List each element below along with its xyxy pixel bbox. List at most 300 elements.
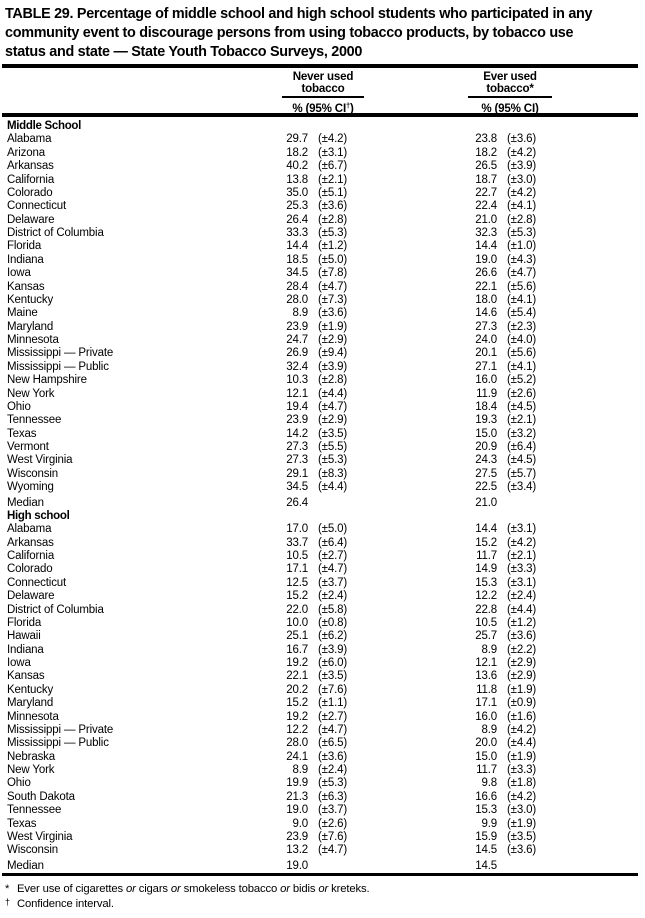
state-name: Kentucky — [7, 293, 54, 306]
state-name: Delaware — [7, 590, 55, 603]
ever-used-ci: (±3.1) — [507, 576, 537, 589]
never-used-ci: (±4.4) — [318, 387, 348, 400]
never-used-ci: (±0.8) — [318, 616, 348, 629]
ever-used-ci: (±4.2) — [507, 723, 537, 736]
column-header-ever-used — [430, 71, 590, 115]
never-used-ci: (±3.7) — [318, 804, 348, 817]
state-name: California — [7, 550, 55, 562]
never-used-pct: 34.5 — [286, 481, 308, 494]
never-used-pct: 12.5 — [286, 576, 308, 589]
ever-used-line2: tobacco* — [486, 82, 534, 95]
table-row — [0, 791, 638, 804]
never-used-pct: 12.1 — [286, 387, 308, 400]
table-row — [0, 281, 638, 294]
never-used-ci: (±6.7) — [318, 160, 348, 173]
never-used-ci: (±3.7) — [318, 576, 348, 589]
never-used-pct: 33.3 — [286, 227, 308, 239]
ever-used-ci — [497, 860, 638, 873]
never-used-pct: 26.4 — [286, 496, 308, 509]
ever-used-ci: (±6.4) — [507, 441, 537, 453]
table-row — [0, 428, 638, 441]
never-used-ci: (±2.4) — [318, 764, 348, 776]
state-name: West Virginia — [7, 454, 73, 467]
ever-used-ci: (±3.3) — [507, 764, 537, 776]
never-used-ci: (±2.8) — [318, 374, 348, 387]
never-used-ci: (±4.7) — [318, 723, 348, 736]
ever-used-pct: 17.1 — [475, 697, 497, 710]
ever-used-pct: 22.1 — [475, 280, 497, 293]
ever-used-subheader — [430, 100, 590, 115]
table-row — [0, 227, 638, 240]
footnote-marker: * — [5, 883, 10, 895]
never-used-ci: (±4.7) — [318, 400, 348, 413]
ever-used-pct: 13.6 — [475, 670, 497, 683]
ever-used-ci: (±3.0) — [507, 173, 537, 186]
ever-used-ci: (±4.5) — [507, 400, 537, 413]
never-used-ci: (±1.2) — [318, 240, 348, 253]
table-row — [0, 468, 638, 481]
ever-used-pct: 8.9 — [481, 643, 497, 656]
never-used-pct: 25.1 — [286, 630, 308, 643]
state-name: South Dakota — [7, 790, 75, 803]
never-used-ci: (±7.8) — [318, 267, 348, 280]
subheader-text: % (95% CI) — [481, 102, 539, 115]
never-used-underline — [282, 96, 364, 98]
section-header-row — [0, 510, 638, 523]
ever-used-ci: (±3.4) — [507, 481, 537, 494]
never-used-ci: (±7.3) — [318, 293, 348, 306]
ever-used-ci: (±1.9) — [507, 817, 537, 830]
never-used-pct: 9.0 — [292, 817, 308, 830]
state-name: Delaware — [7, 213, 55, 226]
table-row — [0, 751, 638, 764]
state-name: New York — [7, 764, 55, 776]
table-row — [0, 174, 638, 187]
ever-used-ci: (±1.6) — [507, 710, 537, 723]
state-name: Texas — [7, 817, 37, 830]
table-row — [0, 294, 638, 307]
ever-used-pct: 18.4 — [475, 400, 497, 413]
never-used-pct: 35.0 — [286, 186, 308, 199]
section-label: Middle School — [7, 120, 82, 132]
table-row — [0, 563, 638, 576]
ever-used-ci: (±2.9) — [507, 657, 537, 669]
state-name: Minnesota — [7, 334, 59, 346]
never-used-pct: 26.9 — [286, 347, 308, 360]
table-row — [0, 254, 638, 267]
table-row — [0, 347, 638, 360]
never-used-pct: 16.7 — [286, 643, 308, 656]
table-row — [0, 321, 638, 334]
state-name: Arkansas — [7, 536, 54, 549]
section-label: High school — [7, 509, 70, 522]
ever-used-pct: 15.3 — [475, 804, 497, 817]
table-row — [0, 711, 638, 724]
never-used-ci: (±6.2) — [318, 630, 348, 643]
ever-used-pct: 27.5 — [475, 467, 497, 480]
ever-used-pct: 11.7 — [476, 764, 497, 776]
never-used-pct: 13.2 — [286, 844, 308, 857]
state-name: Iowa — [7, 267, 31, 280]
never-used-ci — [308, 860, 398, 873]
never-used-pct: 10.0 — [286, 616, 308, 629]
state-name: Indiana — [7, 643, 44, 656]
title-line-1: TABLE 29. Percentage of middle school and high school students who participated in any — [5, 6, 593, 22]
never-used-ci: (±3.5) — [318, 427, 348, 440]
table-row — [0, 737, 638, 750]
table-row — [0, 644, 638, 657]
ever-used-pct: 26.6 — [475, 267, 497, 280]
table-row — [0, 454, 638, 467]
never-used-ci: (±6.0) — [318, 657, 348, 669]
ever-used-pct: 16.0 — [475, 710, 497, 723]
never-used-line2: tobacco — [301, 82, 345, 95]
table-row — [0, 577, 638, 590]
ever-used-ci: (±2.3) — [507, 320, 537, 333]
ever-used-ci: (±1.0) — [507, 240, 537, 253]
never-used-pct: 15.2 — [286, 697, 308, 710]
ever-used-ci: (±4.1) — [507, 293, 537, 306]
ever-used-ci: (±2.1) — [507, 550, 537, 562]
never-used-ci: (±1.9) — [318, 320, 348, 333]
never-used-pct: 28.0 — [286, 737, 308, 750]
footnote — [5, 882, 645, 897]
ever-used-pct: 14.4 — [475, 523, 497, 536]
never-used-ci: (±2.7) — [318, 710, 348, 723]
state-name: Kentucky — [7, 683, 54, 696]
never-used-pct: 22.1 — [286, 670, 308, 683]
state-name: Hawaii — [7, 630, 41, 643]
ever-used-ci: (±2.2) — [507, 643, 537, 656]
state-name: New York — [7, 387, 55, 400]
state-name: Indiana — [7, 253, 44, 266]
state-name: Alabama — [7, 523, 52, 536]
table-row — [0, 697, 638, 710]
state-name: Nebraska — [7, 750, 56, 763]
never-used-ci: (±5.0) — [318, 253, 348, 266]
never-used-pct: 29.1 — [286, 467, 308, 480]
table-row — [0, 604, 638, 617]
state-name: Kansas — [7, 670, 45, 683]
ever-used-ci: (±5.2) — [507, 374, 537, 387]
ever-used-pct: 14.5 — [475, 844, 497, 857]
table-row — [0, 147, 638, 160]
never-used-ci: (±2.4) — [318, 590, 348, 603]
never-used-ci: (±6.4) — [318, 536, 348, 549]
never-used-ci — [308, 497, 398, 510]
state-name: Wisconsin — [7, 844, 59, 857]
never-used-pct: 26.4 — [286, 213, 308, 226]
ever-used-ci: (±3.6) — [507, 133, 537, 146]
ever-used-ci: (±4.0) — [507, 334, 537, 346]
state-name: Colorado — [7, 186, 53, 199]
ever-used-pct: 25.7 — [475, 630, 497, 643]
table-row — [0, 804, 638, 817]
state-name: District of Columbia — [7, 227, 104, 239]
ever-used-ci: (±0.9) — [507, 697, 537, 710]
never-used-pct: 19.2 — [286, 657, 308, 669]
state-name: Wyoming — [7, 481, 54, 494]
table-row — [0, 764, 638, 777]
state-name: Median — [7, 496, 44, 509]
ever-used-ci: (±3.2) — [507, 427, 537, 440]
never-used-ci: (±4.7) — [318, 844, 348, 857]
table-body — [0, 120, 645, 873]
table-row — [0, 617, 638, 630]
table-row — [0, 657, 638, 670]
ever-used-ci: (±3.3) — [507, 563, 537, 576]
never-used-ci: (±7.6) — [318, 830, 348, 843]
ever-used-ci: (±4.2) — [507, 186, 537, 199]
ever-used-ci: (±4.2) — [507, 146, 537, 159]
never-used-ci: (±3.5) — [318, 670, 348, 683]
table-row — [0, 214, 638, 227]
state-name: Iowa — [7, 657, 31, 669]
never-used-pct: 25.3 — [286, 200, 308, 213]
ever-used-pct: 14.9 — [475, 563, 497, 576]
state-name: Median — [7, 859, 44, 872]
never-used-pct: 10.5 — [286, 550, 308, 562]
never-used-pct: 24.1 — [286, 750, 308, 763]
table-row — [0, 187, 638, 200]
never-used-ci: (±5.3) — [318, 454, 348, 467]
never-used-pct: 18.5 — [286, 253, 308, 266]
never-used-ci: (±2.9) — [318, 334, 348, 346]
state-name: Wisconsin — [7, 467, 59, 480]
ever-used-ci: (±3.0) — [507, 804, 537, 817]
state-name: Mississippi — Private — [7, 723, 114, 736]
ever-used-pct: 26.5 — [475, 160, 497, 173]
never-used-ci: (±7.6) — [318, 683, 348, 696]
ever-used-pct: 11.7 — [476, 550, 497, 562]
state-name: Florida — [7, 616, 42, 629]
ever-used-ci: (±3.9) — [507, 160, 537, 173]
never-used-pct: 17.0 — [286, 523, 308, 536]
ever-used-ci: (±5.3) — [507, 227, 537, 239]
ever-used-pct: 21.0 — [475, 496, 497, 509]
median-row — [0, 860, 638, 873]
table-row — [0, 550, 638, 563]
ever-used-pct: 27.3 — [475, 320, 497, 333]
table-row — [0, 441, 638, 454]
footnote-text: Ever use of cigarettes or cigars or smokeless tobacco or bidis or kreteks. — [17, 883, 370, 895]
never-used-pct: 19.9 — [286, 777, 308, 790]
state-name: Tennessee — [7, 414, 62, 427]
never-used-pct: 40.2 — [286, 160, 308, 173]
never-used-ci: (±3.6) — [318, 200, 348, 213]
state-name: Kansas — [7, 280, 45, 293]
never-used-pct: 20.2 — [286, 683, 308, 696]
never-used-ci: (±4.2) — [318, 133, 348, 146]
ever-used-pct: 15.9 — [475, 830, 497, 843]
never-used-ci: (±5.5) — [318, 441, 348, 453]
never-used-pct: 29.7 — [286, 133, 308, 146]
never-used-ci: (±3.9) — [318, 643, 348, 656]
ever-used-ci: (±3.6) — [507, 630, 537, 643]
dagger-mark: † — [345, 101, 350, 110]
never-used-ci: (±9.4) — [318, 347, 348, 360]
never-used-ci: (±2.8) — [318, 213, 348, 226]
table-row — [0, 818, 638, 831]
footnote-marker: † — [5, 896, 10, 907]
ever-used-ci: (±4.3) — [507, 253, 537, 266]
ever-used-pct: 15.0 — [475, 427, 497, 440]
table-row — [0, 267, 638, 280]
ever-used-pct: 15.3 — [475, 576, 497, 589]
table-title — [5, 5, 643, 62]
ever-used-pct: 9.8 — [481, 777, 497, 790]
column-header-never-used — [243, 71, 403, 115]
state-name: Mississippi — Private — [7, 347, 114, 360]
never-used-ci: (±5.8) — [318, 603, 348, 616]
state-name: District of Columbia — [7, 603, 104, 616]
never-used-pct: 18.2 — [286, 146, 308, 159]
never-used-ci: (±2.7) — [318, 550, 348, 562]
state-name: California — [7, 173, 55, 186]
state-name: Minnesota — [7, 710, 59, 723]
ever-used-pct: 24.0 — [475, 334, 497, 346]
ever-used-ci: (±5.6) — [507, 280, 537, 293]
ever-used-ci: (±4.2) — [507, 790, 537, 803]
never-used-pct: 15.2 — [286, 590, 308, 603]
ever-used-pct: 32.3 — [475, 227, 497, 239]
never-used-ci: (±4.7) — [318, 280, 348, 293]
subheader-text: ) — [349, 102, 354, 115]
never-used-pct: 19.0 — [286, 859, 308, 872]
ever-used-pct: 19.0 — [475, 253, 497, 266]
ever-used-pct: 20.0 — [475, 737, 497, 750]
never-used-pct: 21.3 — [286, 790, 308, 803]
footnote — [5, 897, 645, 912]
never-used-ci: (±5.3) — [318, 777, 348, 790]
ever-used-pct: 9.9 — [481, 817, 497, 830]
ever-used-pct: 20.9 — [475, 441, 497, 453]
table-row — [0, 590, 638, 603]
ever-used-pct: 22.8 — [475, 603, 497, 616]
ever-used-pct: 18.2 — [475, 146, 497, 159]
ever-used-pct: 10.5 — [475, 616, 497, 629]
table-row — [0, 200, 638, 213]
title-line-2: community event to discourage persons from using tobacco products, by tobacco use — [5, 25, 574, 41]
ever-used-ci: (±2.8) — [507, 213, 537, 226]
never-used-pct: 8.9 — [292, 307, 308, 320]
ever-used-ci: (±4.1) — [507, 360, 537, 373]
median-row — [0, 497, 638, 510]
never-used-ci: (±2.1) — [318, 173, 348, 186]
never-used-ci: (±5.0) — [318, 523, 348, 536]
ever-used-pct: 22.4 — [475, 200, 497, 213]
column-headers — [0, 68, 645, 113]
state-name: Maryland — [7, 320, 54, 333]
never-used-ci: (±2.9) — [318, 414, 348, 427]
table-row — [0, 481, 638, 494]
ever-used-pct: 18.7 — [475, 173, 497, 186]
state-name: Florida — [7, 240, 42, 253]
ever-used-ci: (±2.1) — [507, 414, 537, 427]
table-row — [0, 777, 638, 790]
never-used-pct: 24.7 — [286, 334, 308, 346]
ever-used-pct: 22.5 — [475, 481, 497, 494]
never-used-ci: (±3.6) — [318, 307, 348, 320]
table-row — [0, 334, 638, 347]
ever-used-underline — [468, 96, 552, 98]
ever-used-ci: (±4.4) — [507, 737, 537, 750]
ever-used-ci: (±4.1) — [507, 200, 537, 213]
state-name: Maryland — [7, 697, 54, 710]
state-name: Connecticut — [7, 576, 67, 589]
ever-used-pct: 14.6 — [475, 307, 497, 320]
never-used-pct: 19.0 — [286, 804, 308, 817]
ever-used-pct: 15.2 — [475, 536, 497, 549]
ever-used-ci: (±5.4) — [507, 307, 537, 320]
state-name: Alabama — [7, 133, 52, 146]
table-row — [0, 523, 638, 536]
table-row — [0, 537, 638, 550]
never-used-pct: 10.3 — [286, 374, 308, 387]
ever-used-pct: 8.9 — [481, 723, 497, 736]
ever-used-ci: (±4.4) — [507, 603, 537, 616]
ever-used-pct: 11.8 — [476, 683, 497, 696]
table-row — [0, 831, 638, 844]
never-used-pct: 27.3 — [286, 454, 308, 467]
ever-used-ci: (±4.5) — [507, 454, 537, 467]
ever-used-pct: 14.5 — [475, 859, 497, 872]
ever-used-pct: 14.4 — [475, 240, 497, 253]
ever-used-pct: 24.3 — [475, 454, 497, 467]
never-used-pct: 13.8 — [286, 173, 308, 186]
ever-used-pct: 27.1 — [475, 360, 497, 373]
never-used-ci: (±4.7) — [318, 563, 348, 576]
section-header-row — [0, 120, 638, 133]
title-line-3: status and state — State Youth Tobacco Surveys, 2000 — [5, 44, 363, 60]
never-used-pct: 17.1 — [286, 563, 308, 576]
never-used-pct: 22.0 — [286, 603, 308, 616]
table-row — [0, 361, 638, 374]
never-used-pct: 23.9 — [286, 830, 308, 843]
state-name: Ohio — [7, 400, 31, 413]
never-used-ci: (±4.4) — [318, 481, 348, 494]
never-used-pct: 27.3 — [286, 441, 308, 453]
table-row — [0, 160, 638, 173]
never-used-pct: 23.9 — [286, 414, 308, 427]
table-row — [0, 630, 638, 643]
table-row — [0, 724, 638, 737]
never-used-ci: (±1.1) — [318, 697, 348, 710]
ever-used-ci: (±1.9) — [507, 683, 537, 696]
never-used-ci: (±2.6) — [318, 817, 348, 830]
ever-used-ci: (±3.6) — [507, 844, 537, 857]
bottom-rule — [2, 873, 638, 876]
state-name: Maine — [7, 307, 38, 320]
ever-used-ci: (±1.8) — [507, 777, 537, 790]
never-used-subheader — [243, 100, 403, 115]
state-name: Tennessee — [7, 804, 62, 817]
subheader-text: % (95% CI — [292, 102, 346, 115]
ever-used-pct: 16.0 — [475, 374, 497, 387]
ever-used-pct: 12.1 — [475, 657, 497, 669]
never-used-pct: 19.4 — [286, 400, 308, 413]
ever-used-pct: 16.6 — [475, 790, 497, 803]
table-row — [0, 307, 638, 320]
never-used-pct: 14.2 — [286, 427, 308, 440]
table-row — [0, 401, 638, 414]
ever-used-pct: 11.9 — [476, 387, 497, 400]
state-name: Ohio — [7, 777, 31, 790]
ever-used-ci: (±5.6) — [507, 347, 537, 360]
table-row — [0, 844, 638, 857]
table-row — [0, 414, 638, 427]
never-used-ci: (±6.5) — [318, 737, 348, 750]
